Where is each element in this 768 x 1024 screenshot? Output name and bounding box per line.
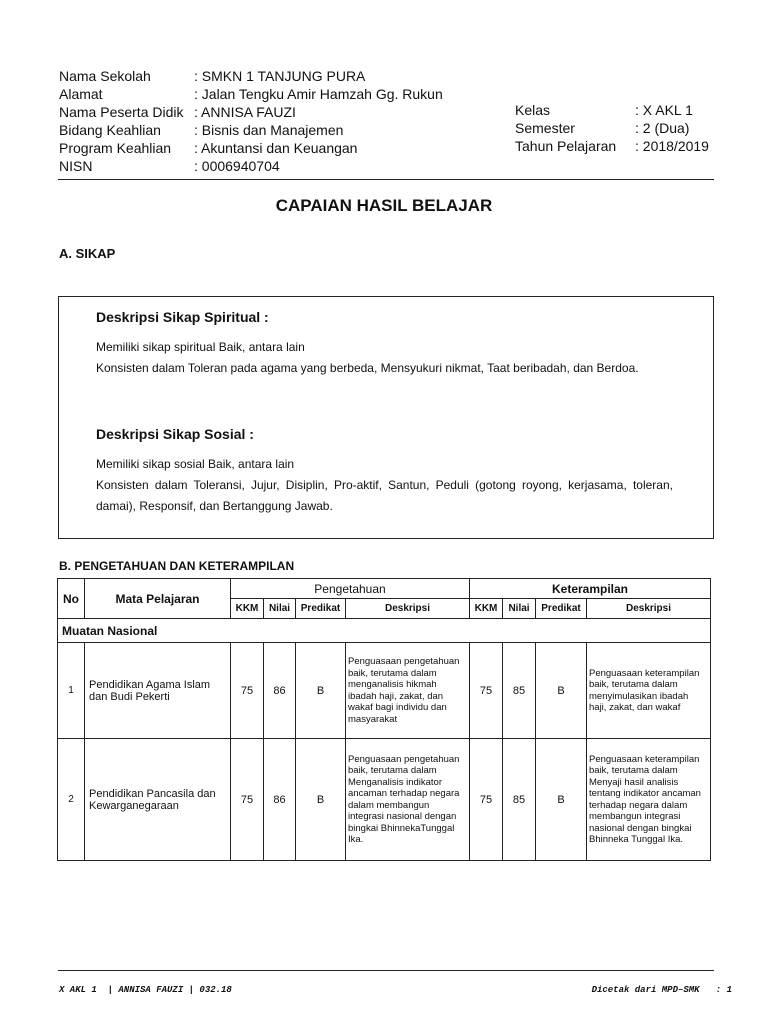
page-title: CAPAIAN HASIL BELAJAR (275, 196, 493, 215)
grades-table (57, 578, 711, 861)
sosial-line1: Memiliki sikap sosial Baik, antara lain (96, 457, 295, 471)
header-divider (58, 179, 714, 180)
group-label: Muatan Nasional (58, 619, 711, 643)
col-keterampilan: Keterampilan (470, 579, 711, 599)
info-row: Alamat : Jalan Tengku Amir Hamzah Gg. Rukun (59, 86, 443, 102)
info-row: Nama Peserta Didik : ANNISA FAUZI (59, 104, 296, 120)
row-k-predikat: B (536, 643, 587, 739)
info-row: Bidang Keahlian : Bisnis dan Manajemen (59, 122, 344, 138)
row-k-nilai: 85 (503, 739, 536, 861)
row-mapel: Pendidikan Pancasila dan Kewarganegaraan (85, 739, 231, 861)
row-k-nilai: 85 (503, 643, 536, 739)
row-no: 1 (58, 643, 85, 739)
section-a-heading: A. SIKAP (59, 246, 116, 261)
table-row (58, 643, 711, 739)
info-row: Tahun Pelajaran : 2018/2019 (515, 138, 709, 154)
col-p-kkm: KKM (231, 599, 264, 619)
footer-left: X AKL 1 | ANNISA FAUZI | 032.18 (59, 985, 232, 995)
row-mapel: Pendidikan Agama Islam dan Budi Pekerti (85, 643, 231, 739)
student-info-left (59, 67, 443, 175)
info-row: Nama Sekolah : SMKN 1 TANJUNG PURA (59, 68, 366, 84)
footer-right: Dicetak dari MPD–SMK : 1 (591, 985, 732, 995)
col-k-kkm: KKM (470, 599, 503, 619)
row-p-deskripsi: Penguasaan pengetahuan baik, terutama dalam Menganalisis indikator ancaman terhadap negara dalam membangun integrasi nasional dengan bingkai BhinnekaTunggal Ika. (346, 739, 470, 861)
row-p-predikat: B (296, 643, 346, 739)
row-p-nilai: 86 (264, 739, 296, 861)
row-k-kkm: 75 (470, 643, 503, 739)
row-p-nilai: 86 (264, 643, 296, 739)
info-row: Semester : 2 (Dua) (515, 120, 690, 136)
row-k-kkm: 75 (470, 739, 503, 861)
row-k-predikat: B (536, 739, 587, 861)
col-p-nilai: Nilai (264, 599, 296, 619)
table-row (58, 739, 711, 861)
row-p-kkm: 75 (231, 739, 264, 861)
col-p-deskripsi: Deskripsi (346, 599, 470, 619)
spiritual-heading: Deskripsi Sikap Spiritual : (96, 309, 269, 325)
col-k-deskripsi: Deskripsi (587, 599, 711, 619)
spiritual-line2: Konsisten dalam Toleran pada agama yang berbeda, Mensyukuri nikmat, Taat beribadah, dan Berdoa. (96, 361, 639, 375)
col-p-predikat: Predikat (296, 599, 346, 619)
footer-divider (58, 970, 714, 971)
info-row: Program Keahlian : Akuntansi dan Keuangan (59, 140, 358, 156)
attitude-box (58, 296, 714, 539)
row-k-deskripsi: Penguasaan keterampilan baik, terutama dalam menyimulasikan ibadah haji, zakat, dan wakaf (587, 643, 711, 739)
sosial-line2: Konsisten dalam Toleransi, Jujur, Disiplin, Pro-aktif, Santun, Peduli (gotong royong, kerjasama, toleran, damai), Responsif, dan Bertanggung Jawab. (96, 478, 673, 513)
info-row: NISN : 0006940704 (59, 158, 280, 174)
col-no: No (58, 579, 85, 619)
spiritual-line1: Memiliki sikap spiritual Baik, antara lain (96, 340, 305, 354)
sosial-heading: Deskripsi Sikap Sosial : (96, 426, 254, 442)
col-mapel: Mata Pelajaran (85, 579, 231, 619)
row-p-predikat: B (296, 739, 346, 861)
student-info-right (515, 101, 709, 155)
row-p-kkm: 75 (231, 643, 264, 739)
info-row: Kelas : X AKL 1 (515, 102, 693, 118)
section-b-heading: B. PENGETAHUAN DAN KETERAMPILAN (59, 559, 295, 573)
row-p-deskripsi: Penguasaan pengetahuan baik, terutama dalam menganalisis hikmah ibadah haji, zakat, dan wakaf bagi individu dan masyarakat (346, 643, 470, 739)
col-pengetahuan: Pengetahuan (231, 579, 470, 599)
row-k-deskripsi: Penguasaan keterampilan baik, terutama dalam Menyaji hasil analisis tentang indikator ancaman terhadap negara dalam membangun integrasi nasional dengan bingkai Bhinneka Tunggal Ika. (587, 739, 711, 861)
table-header-row (58, 579, 711, 599)
row-no: 2 (58, 739, 85, 861)
col-k-predikat: Predikat (536, 599, 587, 619)
col-k-nilai: Nilai (503, 599, 536, 619)
group-row (58, 619, 711, 643)
